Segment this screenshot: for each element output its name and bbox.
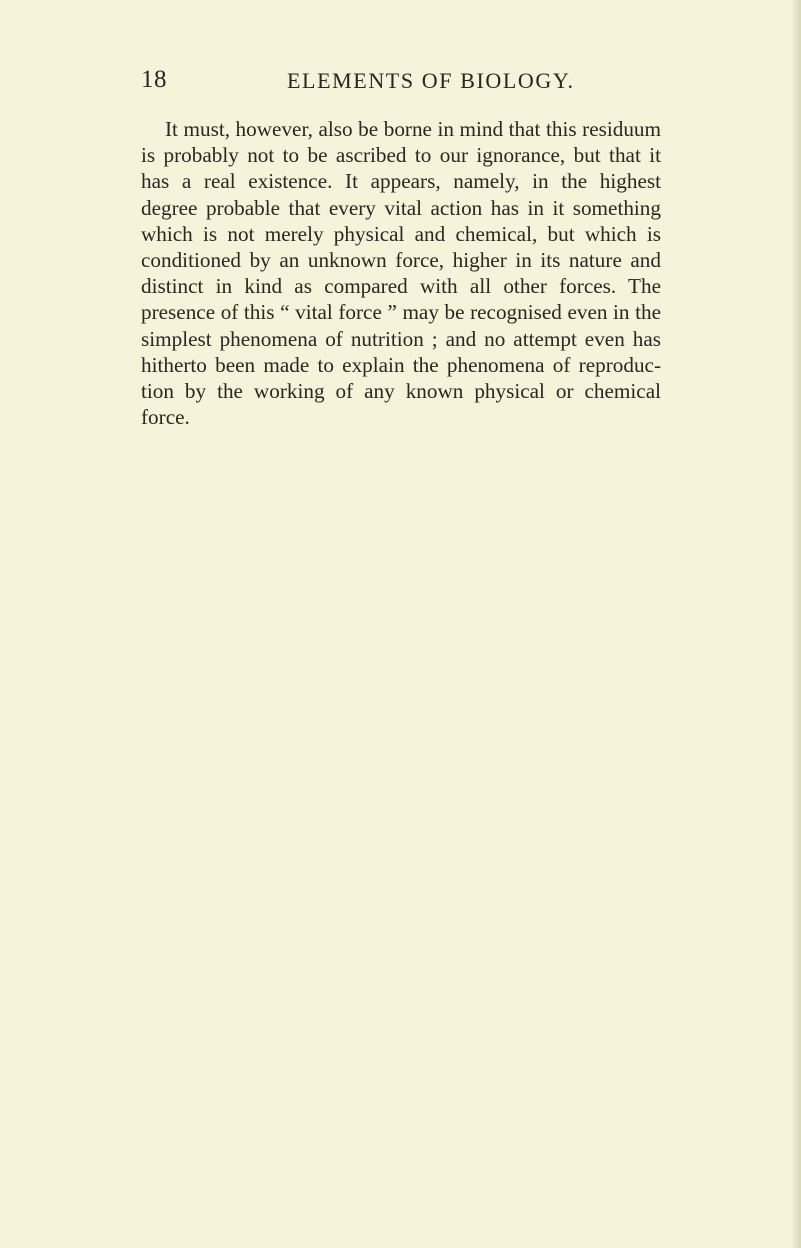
page-edge-shadow [791,0,801,1248]
text-line: hitherto been made to explain the phenomena of reproduc- [141,352,661,377]
text-line: is probably not to be ascribed to our ignorance, but that it [141,143,661,168]
running-head: ELEMENTS OF BIOLOGY. [287,68,575,93]
text-line: degree probable that every vital action has in it something [141,195,661,220]
text-line: It must, however, also be borne in mind that this residuum [165,117,661,141]
page-header [141,64,611,96]
page-number: 18 [141,66,167,93]
text-line: tion by the working of any known physical or chemical [141,379,661,404]
text-line: conditioned by an unknown force, higher in its nature and [141,248,661,273]
body-paragraph [141,116,661,430]
text-line: presence of this “ vital force ” may be recognised even in the [141,300,661,325]
text-line: which is not merely physical and chemical, but which is [141,221,661,246]
text-line: simplest phenomena of nutrition ; and no attempt even has [141,326,661,351]
text-line: distinct in kind as compared with all other forces. The [141,274,661,299]
text-line: has a real existence. It appears, namely, in the highest [141,169,661,194]
text-line: force. [141,405,190,430]
